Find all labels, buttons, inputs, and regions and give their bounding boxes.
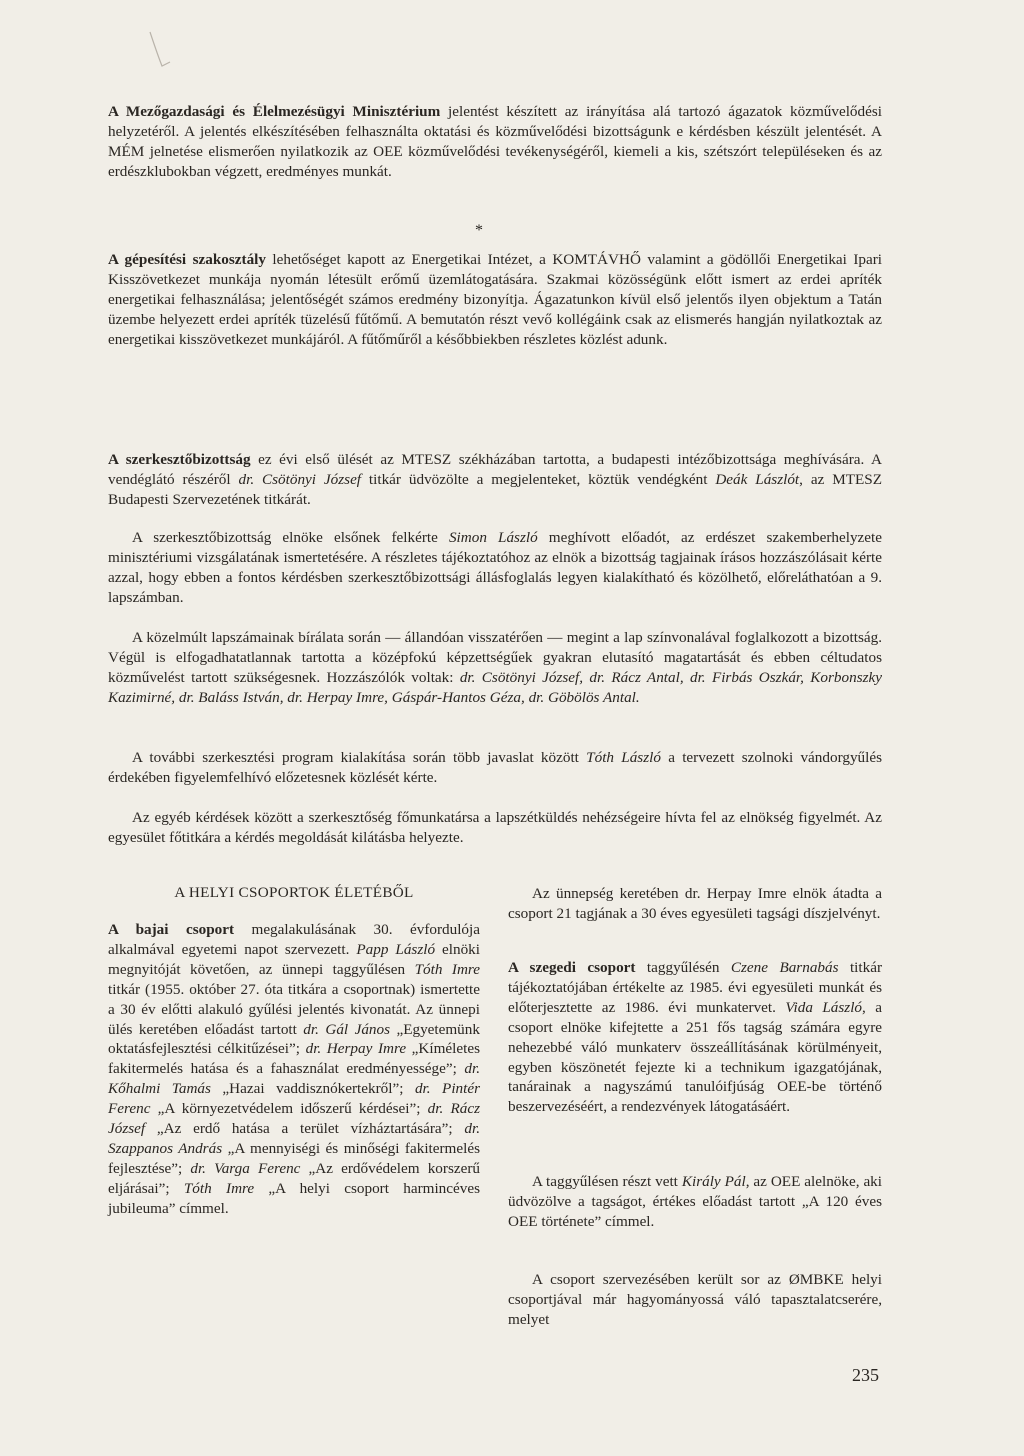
page-number: 235 [852,1365,879,1385]
szeged-group-paragraph: A szegedi csoport taggyűlésén Czene Barnabás titkár tájékoztatójában értékelte az 1985. évi egyesületi munkát és előterjesztette az 1986. évi munkatervet. Vida László, a csoport elnöke kifejtette a 251 fős tagság számára egyre nehezebbé váló munkaterv összeállításának körülményeit, egyben köszönetét fejezte ki a technikum igazgatójának, tanárainak a nagyszámú tanulóifjúság OEE-be történő beszervezéséért, a rendezvények látogatásáért. [508,959,882,1116]
section-separator: * [475,222,483,239]
editorial-paragraph-1: A szerkesztőbizottság ez évi első ülését az MTESZ székházában tartotta, a budapesti intézőbizottsága meghívására. A vendéglátó részéről dr. Csötönyi József titkár üdvözölte a megjelenteket, köztük vendégként Deák Lászlót, az MTESZ Budapesti Szervezetének titkárát. [108,451,883,508]
ministry-lead: A Mezőgazdasági és Élelmezésügyi Minisztérium [108,103,441,120]
editorial-lead: A szerkesztőbizottság [108,451,251,468]
ministry-report-paragraph: A Mezőgazdasági és Élelmezésügyi Minisztérium jelentést készített az irányítása alá tartozó ágazatok közművelődési helyzetéről. A jelentés elkészítésében felhasználta oktatási és közművelődési bizottságunk e kérdésben készült jelentését. A MÉM jelnetése elismerően nyilatkozik az OEE közművelődési tevékenységéről, kiemeli a kis, szétszórt településeken és az erdészklubokban végzett, eredményes munkát. [108,103,882,180]
celebration-paragraph: Az ünnepség keretében dr. Herpay Imre elnök átadta a csoport 21 tagjának a 30 éves egyesületi tagsági díszjelvényt. [508,885,882,922]
editorial-paragraph-3: A közelmúlt lapszámainak bírálata során — állandóan visszatérően — megint a lap színvonalával foglalkozott a bizottság. Végül is elfogadhatatlannak tartotta a középfokú képzettségűek gyakran elutasító magatartását és ebben céltudatos közművelést tartott szükségesnek. Hozzászólók voltak: dr. Csötönyi József, dr. Rácz Antal, dr. Firbás Oszkár, Korbonszky Kazimirné, dr. Baláss István, dr. Herpay Imre, Gáspár-Hantos Géza, dr. Göbölös Antal. [108,629,882,706]
mechanization-paragraph: A gépesítési szakosztály lehetőséget kapott az Energetikai Intézet, a KOMTÁVHŐ valamint a gödöllői Energetikai Ipari Kisszövetkezet munkája nyomán létesült erőmű üzemlátogatására. Szakmai közösségünk előtt ismert az erdei apríték energetikai felhasználása; jelentőségét számos eredmény bizonyítja. Ágazatunkon kívül első jelentős ilyen objektum a Tatán üzembe helyezett erdei apríték tüzelésű fűtőmű. A bemutatón részt vevő kollégáink csak az elismerés hangján nyilatkoztak az energetikai kisszövetkezet munkájáról. A fűtőműről a későbbiekben részletes közlést adunk. [108,251,882,348]
local-groups-heading: A HELYI CSOPORTOK ÉLETÉBŐL [174,884,414,901]
pencil-mark [148,30,172,70]
editorial-paragraph-4: A további szerkesztési program kialakítása során több javaslat között Tóth László a tervezett szolnoki vándorgyűlés érdekében figyelemfelhívó előzetesnek közlését kérte. [108,749,883,786]
exchange-paragraph: A csoport szervezésében került sor az ØMBKE helyi csoportjával már hagyományossá váló tapasztalatcserére, melyet [508,1271,882,1328]
mechanization-lead: A gépesítési szakosztály [108,251,266,268]
editorial-paragraph-5: Az egyéb kérdések között a szerkesztőség főmunkatársa a lapszétküldés nehézségeire hívta fel az elnökség figyelmét. Az egyesület főtitkára a kérdés megoldását kilátásba helyezte. [108,809,882,846]
baja-lead: A bajai csoport [108,921,235,938]
baja-group-paragraph: A bajai csoport megalakulásának 30. évfordulója alkalmával egyetemi napot szervezett. Papp László elnöki megnyitóját követően, az ünnepi taggyűlésen Tóth Imre titkár (1955. október 27. óta titkára a csoportnak) ismertette a 30 év előtti alakuló gyűlési jelentés kivonatát. Az ünnepi ülés keretében előadást tartott dr. Gál János „Egyetemünk oktatásfejlesztési célkitűzései”; dr. Herpay Imre „Kíméletes fakitermelés hatása és a fahasználat eredményessége”; dr. Kőhalmi Tamás „Hazai vaddisznókertekről”; dr. Pintér Ferenc „A környezetvédelem időszerű kérdései”; dr. Rácz József „Az erdő hatása a terület vízháztartására”; dr. Szappanos András „A mennyiségi és minőségi fakitermelés fejlesztése”; dr. Varga Ferenc „Az erdővédelem korszerű eljárásai”; Tóth Imre „A helyi csoport harmincéves jubileuma” címmel. [108,921,481,1217]
assembly-paragraph: A taggyűlésen részt vett Király Pál, az OEE alelnöke, aki üdvözölve a tagságot, értékes előadást tartott „A 120 éves OEE története” címmel. [508,1173,882,1230]
szeged-lead: A szegedi csoport [508,959,636,976]
editorial-paragraph-2: A szerkesztőbizottság elnöke elsőnek felkérte Simon László meghívott előadót, az erdészet szakemberhelyzete minisztériumi vizsgálatának ismertetésére. A részletes tájékoztatóhoz az elnök a bizottság tagjainak írásos hozzászólásait kérte azzal, hogy ebben a fontos kérdésben szerkesztőbizottsági állásfoglalás legyen kialakítható és közölhető, előreláthatóan a 9. lapszámban. [108,529,882,606]
